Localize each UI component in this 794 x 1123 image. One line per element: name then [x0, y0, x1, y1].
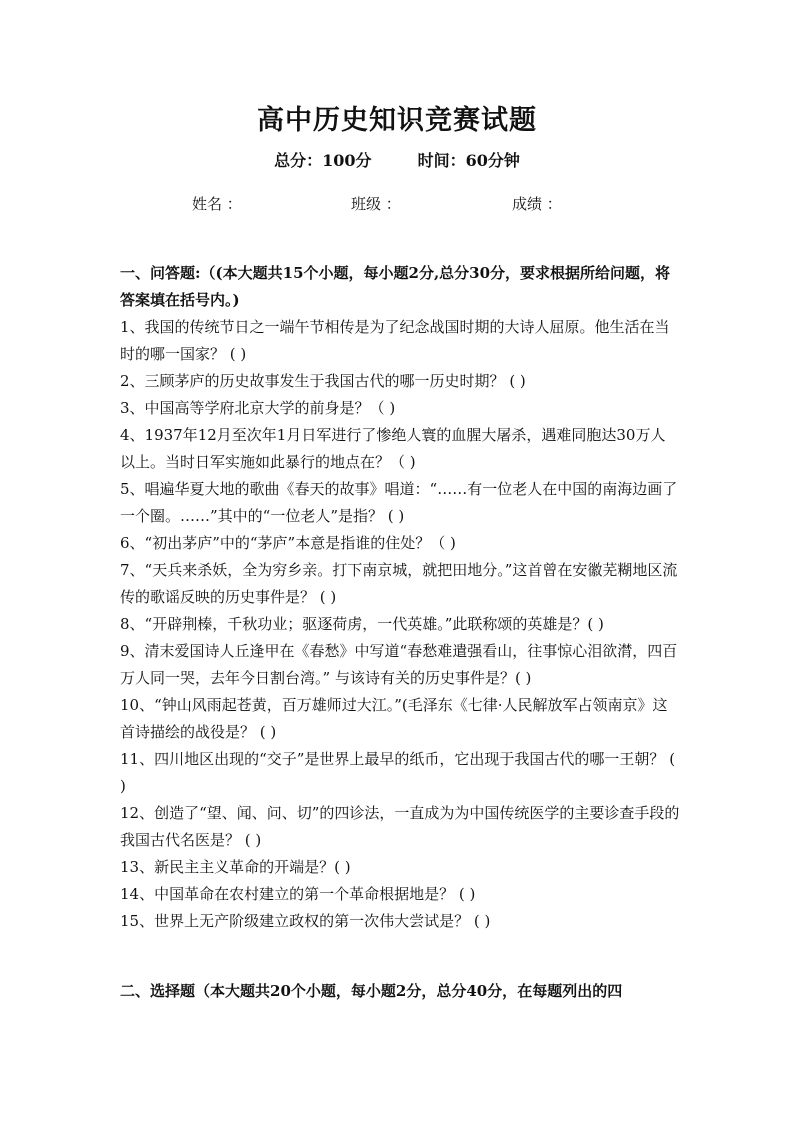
time-limit: 时间：60分钟 [417, 151, 520, 170]
name-field[interactable]: 姓名 ： [192, 195, 242, 213]
question-13[interactable]: 13、新民主主义革命的开端是？( ) [120, 858, 351, 876]
total-score: 总分：100分 [274, 151, 372, 170]
question-1[interactable]: 1、我国的传统节日之一端午节相传是为了纪念战国时期的大诗人屈原。他生活在当时的哪一国家？ ( ) [120, 318, 670, 363]
section-1-heading: 一、问答题:（(本大题共15个小题，每小题2分,总分30分，要求根据所给问题，将答案填在括号内。) [120, 264, 671, 309]
question-7[interactable]: 7、“天兵来杀妖，全为穷乡亲。打下南京城，就把田地分。”这首曾在安徽芜糊地区流传的歌谣反映的历史事件是？ ( ) [120, 561, 678, 606]
section-1 [120, 260, 680, 935]
question-4[interactable]: 4、1937年12月至次年1月日军进行了惨绝人寰的血腥大屠杀，遇难同胞达30万人以上。当时日军实施如此暴行的地点在？（ ) [120, 426, 666, 471]
question-11[interactable]: 11、四川地区出现的“交子”是世界上最早的纸币，它出现于我国古代的哪一王朝？ ( ) [120, 750, 676, 795]
question-8[interactable]: 8、“开辟荆榛，千秋功业；驱逐荷虏，一代英雄。”此联称颂的英雄是？( ) [120, 615, 604, 633]
question-15[interactable]: 15、世界上无产阶级建立政权的第一次伟大尝试是？ ( ) [120, 912, 491, 930]
question-10[interactable]: 10、“钟山风雨起苍黄，百万雄师过大江。”(毛泽东《七律·人民解放军占领南京》这首诗描绘的战役是？ ( ) [120, 696, 668, 741]
score-field[interactable]: 成绩 ： [512, 195, 562, 213]
question-9[interactable]: 9、清末爱国诗人丘逢甲在《春愁》中写道“春愁难遣强看山，往事惊心泪欲潸，四百万人同一哭，去年今日割台湾。” 与该诗有关的历史事件是？( ) [120, 642, 678, 687]
question-3[interactable]: 3、中国高等学府北京大学的前身是？（ ) [120, 399, 396, 417]
question-6[interactable]: 6、“初出茅庐”中的“茅庐”本意是指谁的住处？（ ) [120, 534, 456, 552]
question-5[interactable]: 5、唱遍华夏大地的歌曲《春天的故事》唱道：“……有一位老人在中国的南海边画了一个圈。……”其中的“一位老人”是指？ ( ) [120, 480, 678, 525]
section-2-heading: 二、选择题（本大题共20个小题，每小题2分，总分40分，在每题列出的四 [120, 982, 623, 1000]
exam-meta [0, 148, 794, 171]
page-title: 高中历史知识竞赛试题 [257, 105, 537, 136]
question-12[interactable]: 12、创造了“望、闻、问、切”的四诊法，一直成为为中国传统医学的主要诊查手段的我国古代名医是？ ( ) [120, 804, 680, 849]
question-14[interactable]: 14、中国革命在农村建立的第一个革命根据地是？ ( ) [120, 885, 476, 903]
question-2[interactable]: 2、三顾茅庐的历史故事发生于我国古代的哪一历史时期？ ( ) [120, 372, 526, 390]
class-field[interactable]: 班级 ： [351, 195, 401, 213]
